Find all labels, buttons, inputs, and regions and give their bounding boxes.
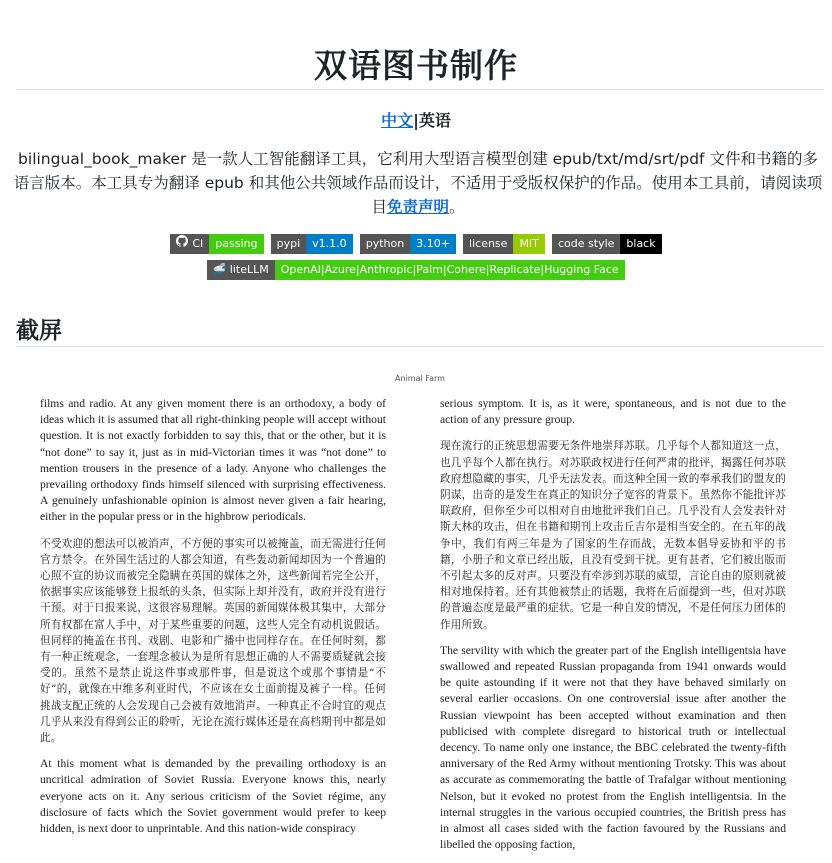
- badge-label: pypi: [276, 237, 301, 250]
- badge-ci[interactable]: [170, 234, 263, 254]
- badge-license[interactable]: [463, 234, 545, 254]
- running-head: Animal Farm: [395, 374, 445, 383]
- paragraph-chinese: 不受欢迎的想法可以被消声，不方便的事实可以被掩盖，而无需进行任何官方禁令。在外国生活过的人都会知道，有些轰动新闻却因为一个普遍的心照不宣的协议而被完全隐瞒在英国的媒体之外，这些新闻若完全公开，依据事实应该能够登上报纸的头条，但实际上却并没有，政府并没有进行干预。对于日报来说，这很容易理解。英国的新闻媒体极其集中，大部分所有权都在富人手中，对于某些重要的问题，这些人完全有动机说假话。但同样的掩盖在书刊、戏剧、电影和广播中也同样存在。在任何时刻，都有一种正统观念，一套理念被认为是所有思想正确的人不需要质疑就会接受的。虽然不是禁止说这件事或那件事，但是说这个或那个事情是“不好”的，就像在中维多利亚时代，不应该在女士面前提及裤子一样。任何挑战支配正统的人会发现自己会被有效地消声。一种真正不合时宜的观点几乎从来没有得到公正的聆听，无论在流行媒体还是在高档期刊中都是如此。: [40, 537, 386, 745]
- description-text: bilingual_book_maker 是一款人工智能翻译工具，它利用大型语言模型创建 epub/txt/md/srt/pdf 文件和书籍的多语言版本。本工具专为翻译 epub 和其他公共领域作品而设计，不适用于受版权保护的作品。使用本工具前，请阅读项目: [13, 150, 823, 216]
- bilingual-book-screenshot: [16, 362, 824, 852]
- project-description: [12, 147, 824, 219]
- disclaimer-link[interactable]: 免责声明: [386, 198, 449, 216]
- badge-value: OpenAI|Azure|Anthropic|Palm|Cohere|Replicate|Hugging Face: [275, 260, 625, 280]
- badge-code-style[interactable]: [552, 234, 662, 254]
- paragraph-english: The servility with which the greater part of the English intelligentsia have swallowed and repeated Russian propaganda from 1941 onwards would be quite astounding if it were not that they have behaved similarly on several earlier occasions. On one controversial issue after another the Russian viewpoint has been accepted without examination and then publicised with complete disregard to historical truth or intellectual decency. To name only one instance, the BBC celebrated the twenty-fifth anniversary of the Red Army without mentioning Trotsky. This was about as accurate as commemorating the battle of Trafalgar without mentioning Nelson, but it evoked no protest from the English intelligentsia. In the internal struggles in the various occupied countries, the British press has in almost all cases sided with the faction favoured by the Russians and libelled the opposing faction,: [440, 643, 786, 852]
- badge-label: liteLLM: [229, 263, 269, 276]
- badge-pypi[interactable]: [271, 234, 353, 254]
- badge-value: 3.10+: [410, 234, 456, 254]
- paragraph-chinese: 现在流行的正统思想需要无条件地崇拜苏联。几乎每个人都知道这一点，也几乎每个人都在执行。对苏联政权进行任何严肃的批评，揭露任何苏联政府想隐藏的事实，几乎无法发表。而这种全国一致的奉承我们的盟友的阴谋，出奇的是发生在真正的知识分子宽容的背景下。虽然你不能批评苏联政府，但你至少可以相对自由地批评我们自己。几乎没有人会发表针对斯大林的攻击，但在书籍和期刊上攻击丘吉尔是相当安全的。在五年的战争中，我们有两三年是为了国家的生存而战，无数本倡导妥协和平的书籍，小册子和文章已经出版，且没有受到干扰。更有甚者，它们被出版而不引起太多的反对声。只要没有牵涉到苏联的威望，言论自由的原则就被相对地保持着。还有其他被禁止的话题，我将在后面提到一些，但对苏联的普遍态度是最严重的症状。它是一种自发的情况，不是任何压力团体的作用所致。: [440, 440, 786, 631]
- github-icon: [176, 234, 188, 254]
- lang-label-english: 英语: [418, 111, 451, 130]
- lang-separator: |: [413, 111, 419, 130]
- page-title: 双语图书制作: [314, 46, 518, 85]
- section-divider: [16, 346, 824, 347]
- paragraph-english: At this moment what is demanded by the prevailing orthodoxy is an uncritical admiration of Soviet Russia. Everyone knows this, nearly everyone acts on it. Any serious criticism of the Soviet régime, any disclosure of facts which the Soviet government would prefer to keep hidden, is next door to unprintable. And this nation-wide conspiracy: [40, 757, 386, 836]
- badge-label: python: [365, 237, 405, 250]
- badge-row: [0, 234, 832, 254]
- litellm-badge[interactable]: [207, 260, 624, 280]
- litellm-icon: 🚅: [213, 264, 226, 275]
- title-divider: [16, 89, 824, 90]
- badge-row-litellm: [0, 260, 832, 280]
- lang-link-chinese[interactable]: 中文: [381, 111, 414, 130]
- badge-label: license: [469, 237, 508, 250]
- right-column: [440, 396, 786, 863]
- language-switcher: [0, 108, 832, 131]
- badge-value: MIT: [513, 234, 544, 254]
- badge-python[interactable]: [360, 234, 456, 254]
- section-heading-screenshots: 截屏: [16, 318, 62, 344]
- badge-label: CI: [192, 237, 204, 250]
- paragraph-english: serious symptom. It is, as it were, spontaneous, and is not due to the action of any pressure group.: [440, 397, 786, 427]
- badge-value: passing: [209, 234, 263, 254]
- description-end: 。: [449, 198, 465, 216]
- badge-value: v1.1.0: [306, 234, 353, 254]
- badge-label: code style: [558, 237, 615, 250]
- left-column: [40, 396, 386, 847]
- paragraph-english: films and radio. At any given moment there is an orthodoxy, a body of ideas which it is assumed that all right-thinking people will accept without question. It is not exactly forbidden to say this, that or the other, but it is “not done” to say it, just as in mid-Victorian times it was “not done” to mention trousers in the presence of a lady. Anyone who challenges the prevailing orthodoxy finds himself silenced with surprising effectiveness. A genuinely unfashionable opinion is almost never given a fair hearing, either in the popular press or in the highbrow periodicals.: [40, 397, 386, 524]
- badge-value: black: [620, 234, 661, 254]
